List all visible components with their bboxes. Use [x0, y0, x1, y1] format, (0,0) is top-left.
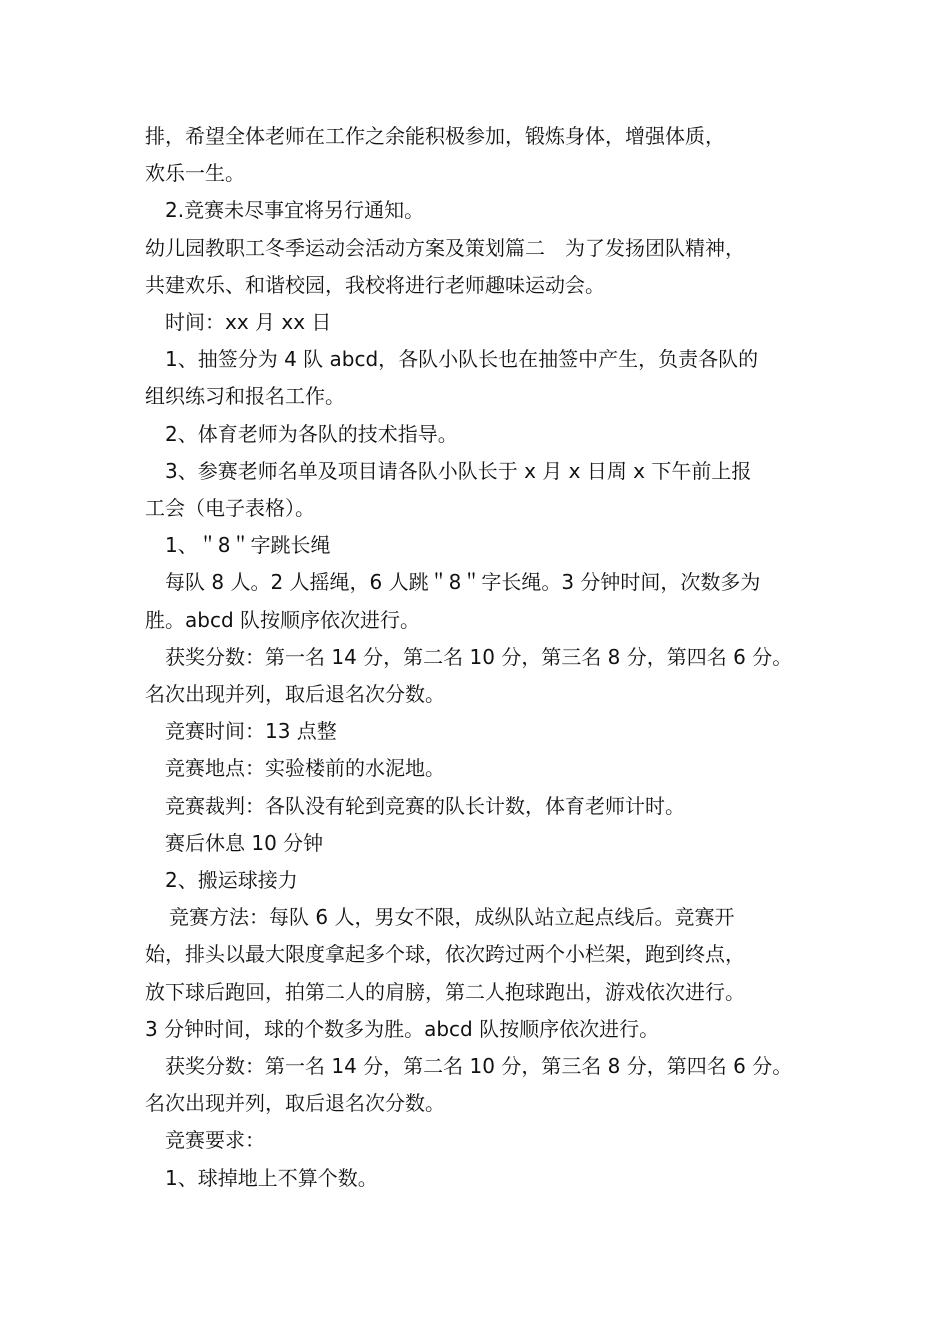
text-line: 1、球掉地上不算个数。 [165, 1165, 378, 1190]
text-line: 2.竞赛未尽事宜将另行通知。 [165, 198, 425, 223]
text-line: 名次出现并列，取后退名次分数。 [145, 682, 445, 707]
event-heading: 1、＂8＂字跳长绳 [165, 533, 331, 558]
text-line: 每队 8 人。2 人摇绳，6 人跳＂8＂字长绳。3 分钟时间，次数多为 [165, 570, 761, 595]
text-line: 竞赛方法：每队 6 人，男女不限，成纵队站立起点线后。竞赛开 [169, 905, 735, 930]
text-line: 名次出现并列，取后退名次分数。 [145, 1091, 445, 1116]
text-line: 竞赛地点：实验楼前的水泥地。 [165, 756, 445, 781]
event-heading: 2、搬运球接力 [165, 868, 298, 893]
text-line: 3 分钟时间，球的个数多为胜。abcd 队按顺序依次进行。 [145, 1016, 660, 1041]
text-line: 竞赛要求： [165, 1128, 265, 1153]
section-heading-line: 幼儿园教职工冬季运动会活动方案及策划篇二 为了发扬团队精神， [145, 235, 745, 260]
text-line: 时间：xx 月 xx 日 [165, 310, 332, 335]
text-line: 1、抽签分为 4 队 abcd，各队小队长也在抽签中产生，负责各队的 [165, 347, 759, 372]
text-line: 竞赛裁判：各队没有轮到竞赛的队长计数，体育老师计时。 [165, 793, 685, 818]
text-line: 2、体育老师为各队的技术指导。 [165, 421, 458, 446]
text-line: 共建欢乐、和谐校园，我校将进行老师趣味运动会。 [145, 272, 605, 297]
text-line: 欢乐一生。 [145, 161, 245, 186]
text-line: 工会（电子表格）。 [145, 496, 315, 521]
text-line: 获奖分数：第一名 14 分，第二名 10 分，第三名 8 分，第四名 6 分。 [165, 1054, 793, 1079]
text-line: 赛后休息 10 分钟 [165, 830, 324, 855]
text-line: 胜。abcd 队按顺序依次进行。 [145, 607, 420, 632]
text-line: 3、参赛老师名单及项目请各队小队长于 x 月 x 日周 x 下午前上报 [165, 458, 752, 483]
text-line: 排，希望全体老师在工作之余能积极参加，锻炼身体，增强体质， [145, 124, 725, 148]
text-line: 始，排头以最大限度拿起多个球，依次跨过两个小栏架，跑到终点， [145, 942, 745, 967]
text-line: 获奖分数：第一名 14 分，第二名 10 分，第三名 8 分，第四名 6 分。 [165, 644, 793, 669]
document-body [145, 118, 835, 1197]
text-line: 放下球后跑回，拍第二人的肩膀，第二人抱球跑出，游戏依次进行。 [145, 979, 745, 1004]
text-line: 竞赛时间：13 点整 [165, 719, 337, 744]
text-line: 组织练习和报名工作。 [145, 384, 345, 409]
